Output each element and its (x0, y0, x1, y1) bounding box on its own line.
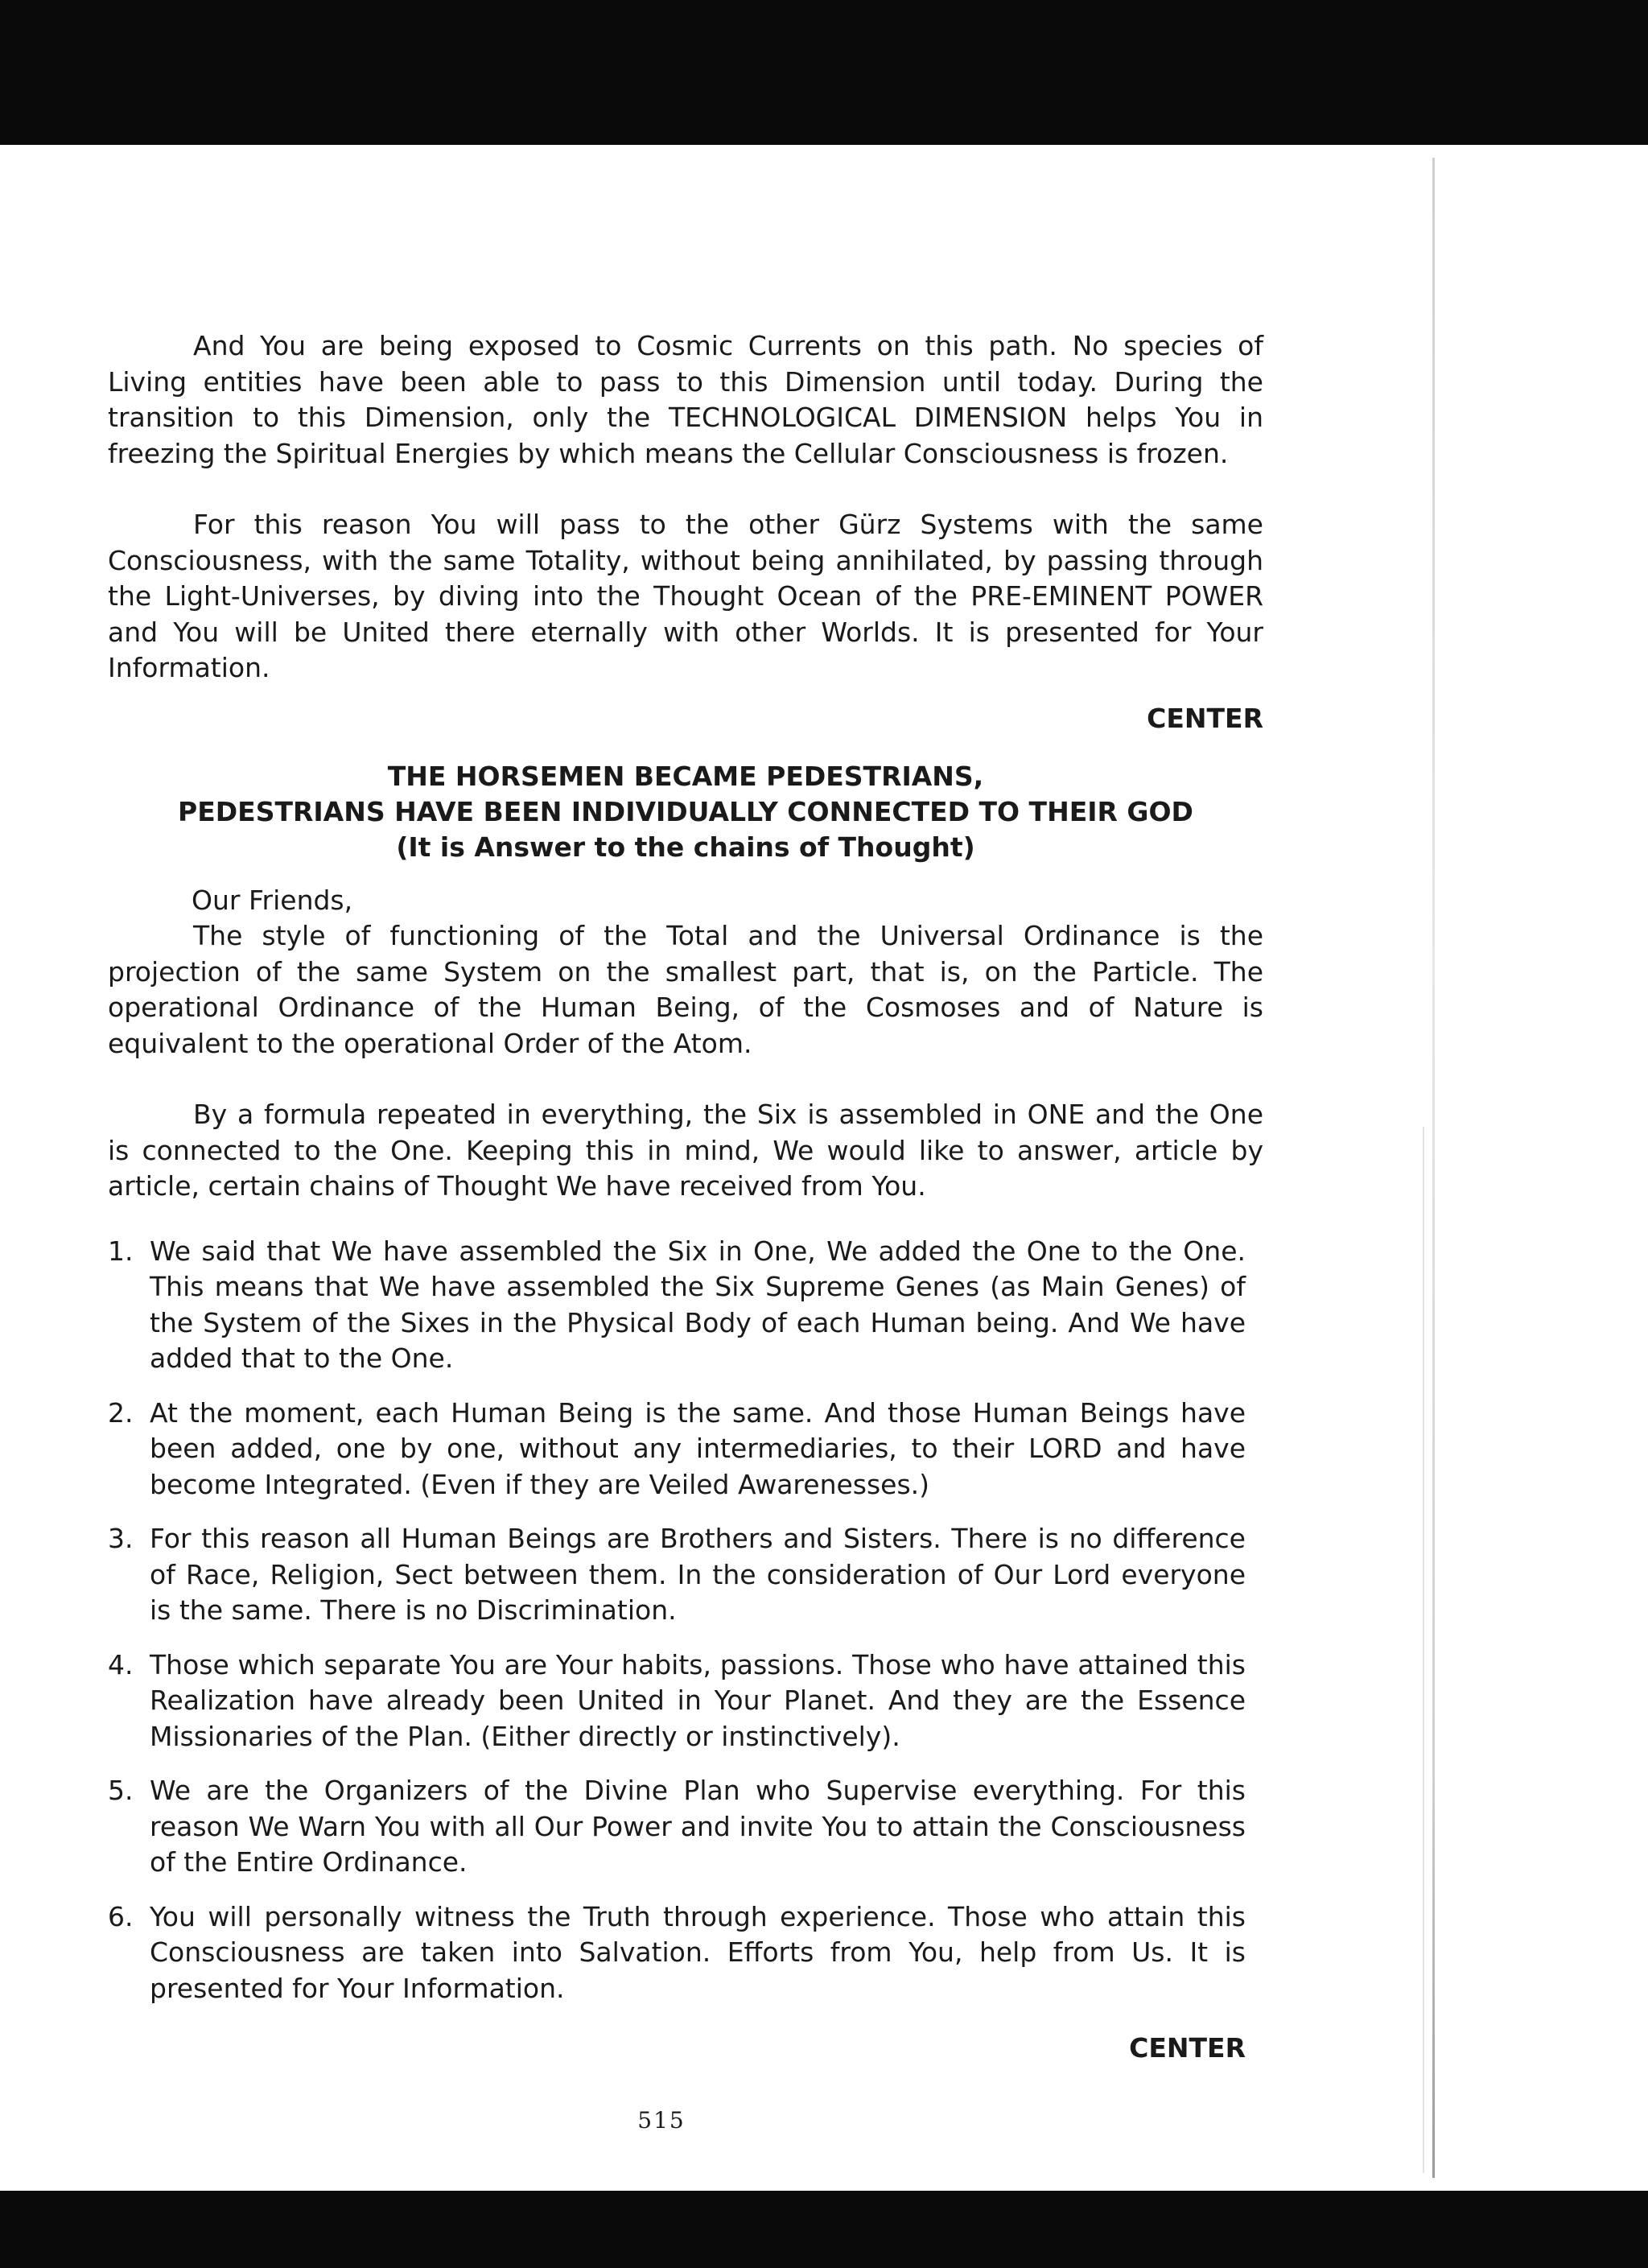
list-item (108, 1899, 1263, 2007)
list-item-number: 3. (108, 1523, 134, 1554)
list-item-number: 6. (108, 1900, 134, 1932)
heading-line-1: THE HORSEMEN BECAME PEDESTRIANS, (387, 760, 984, 792)
list-item-number: 4. (108, 1648, 134, 1680)
list-item-text: For this reason all Human Beings are Brothers and Sisters. There is no difference of Race, Religion, Sect between them. In the consideration of Our Lord everyone is the same. There is no Discrimination. (150, 1523, 1246, 1626)
numbered-answers-list (108, 1234, 1263, 2007)
signature-center-first: CENTER (1147, 702, 1263, 734)
list-item-text: We said that We have assembled the Six in One, We added the One to the One. This means that We have assembled the Six Supreme Genes (as Main Genes) of the System of the Sixes in the Physical Body of each Human being. And We have added that to the One. (150, 1235, 1246, 1374)
section-heading (108, 759, 1263, 865)
scan-top-border (0, 0, 1648, 145)
page-number: 515 (637, 2107, 686, 2134)
heading-line-2: PEDESTRIANS HAVE BEEN INDIVIDUALLY CONNECTED TO THEIR GOD (178, 795, 1193, 827)
signature-center-second: CENTER (1129, 2032, 1246, 2064)
heading-line-3: (It is Answer to the chains of Thought) (396, 831, 975, 863)
paragraph-gurz-systems: For this reason You will pass to the other Gürz Systems with the same Consciousness, with the same Totality, without being annihilated, by passing through the Light-Universes, by diving into the Thought Ocean of the PRE-EMINENT POWER and You will be United there eternally with other Worlds. It is presented for Your Information. (108, 509, 1263, 683)
page-binding-edge (1432, 158, 1435, 2178)
list-item-number: 1. (108, 1235, 134, 1267)
paragraph-six-in-one: By a formula repeated in everything, the Six is assembled in ONE and the One is connected to the One. Keeping this in mind, We would like to answer, article by article, certain chains of Thought We have received from You. (108, 1099, 1263, 1202)
list-item-text: At the moment, each Human Being is the same. And those Human Beings have been added, one by one, without any intermediaries, to their LORD and have become Integrated. (Even if they are Veiled Awarenesses.) (150, 1396, 1246, 1500)
greeting: Our Friends, (192, 884, 353, 916)
paragraph-cosmic-currents: And You are being exposed to Cosmic Currents on this path. No species of Living entities have been able to pass to this Dimension until today. During the transition to this Dimension, only the TECHNOLOGICAL DIMENSION helps You in freezing the Spiritual Energies by which means the Cellular Consciousness is frozen. (108, 330, 1263, 469)
list-item (108, 1773, 1263, 1881)
list-item-text: We are the Organizers of the Divine Plan who Supervise everything. For this reason We Warn You with all Our Power and invite You to attain the Consciousness of the Entire Ordinance. (150, 1775, 1246, 1878)
document-page (108, 328, 1263, 2135)
list-item-number: 5. (108, 1775, 134, 1806)
list-item (108, 1234, 1263, 1377)
list-item-text: Those which separate You are Your habits, passions. Those who have attained this Realization have already been United in Your Planet. And they are the Essence Missionaries of the Plan. (Either directly or instinctively). (150, 1648, 1246, 1752)
list-item (108, 1647, 1263, 1755)
list-item-text: You will personally witness the Truth through experience. Those who attain this Consciousness are taken into Salvation. Efforts from You, help from Us. It is presented for Your Information. (150, 1900, 1246, 2004)
list-item (108, 1521, 1263, 1629)
paragraph-universal-ordinance: The style of functioning of the Total and the Universal Ordinance is the projection of the same System on the smallest part, that is, on the Particle. The operational Ordinance of the Human Being, of the Cosmoses and of Nature is equivalent to the operational Order of the Atom. (108, 920, 1263, 1059)
scan-bottom-border (0, 2191, 1648, 2268)
page-binding-shadow (1423, 1127, 1424, 2173)
list-item-number: 2. (108, 1396, 134, 1429)
list-item (108, 1396, 1263, 1503)
